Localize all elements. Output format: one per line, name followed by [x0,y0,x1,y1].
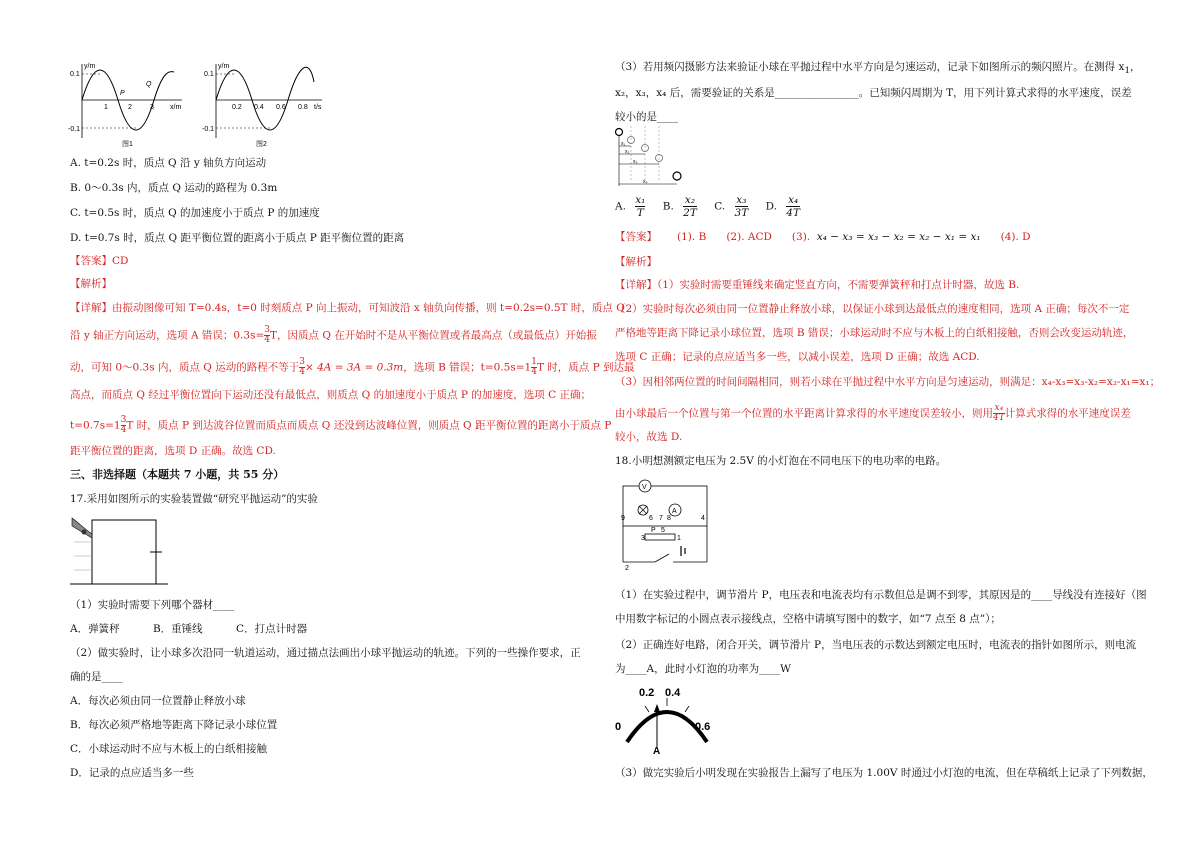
detail17-line-1: 【详解】（1）实验时需要重锤线来确定竖直方向，不需要弹簧秤和打点计时器，故选 B. [615,279,1020,291]
q17-part3-b: x₂，x₃，x₄ 后，需要验证的关系是________________。已知频闪周期为 T，用下列计算式求得的水平速度，误差 [615,87,1132,99]
g1-ymin: -0.1 [68,126,81,133]
q17-part2-option-b: B．每次必须严格地等距离下降记录小球位置 [70,719,278,731]
circuit-n3: 3 [641,535,645,542]
q18-part2-a: （2）正确连好电路，闭合开关，调节滑片 P，当电压表的示数达到额定电压时，电流表的指针如图所示，则电流 [615,639,1137,651]
q17-part2-option-d: D．记录的点应适当多一些 [70,767,194,779]
q17-part2-a: （2）做实验时，让小球多次沿同一轨道运动，通过描点法画出小球平抛运动的轨迹。下列的一些操作要求，正 [70,647,581,659]
detail-line-1: 【详解】由振动图像可知 T=0.4s，t=0 时刻质点 P 向上振动，可知波沿 x 轴负向传播，则 t=0.2s=0.5T 时，质点 Q [70,302,625,314]
g2-x3: 0.6 [276,104,286,111]
detail-line-5: t=0.7s=1 $\frac{3}{4}$ T 时，质点 P 到达波谷位置而质点而质点 Q 还没到达波峰位置，则质点 Q 距平衡位置的距离小于质点 P [70,415,612,435]
circuit-n8: 8 [667,515,671,522]
circuit-n5: 5 [661,527,665,534]
g2-x2: 0.4 [254,104,264,111]
detail-line-4: 高点，而质点 Q 经过平衡位置向下运动还没有最低点，则质点 Q 的加速度小于质点 P 的加速度，选项 C 正确； [70,389,592,401]
circuit-n1: 1 [677,535,681,542]
circuit-p: P [651,527,656,534]
g1-q: Q [146,81,152,88]
option-d: D. t=0.7s 时，质点 Q 距平衡位置的距离小于质点 P 距平衡位置的距离 [70,232,405,244]
detail-line-2: 沿 y 轴正方向运动，选项 A 错误；0.3s= $\frac{3}{4}$ T，因质点 Q 在开始时不是从平衡位置或者最高点（或最低点）开始振 [70,325,597,345]
wave-graph-1 [70,62,185,150]
g2-x1: 0.2 [232,104,242,111]
q17-part3-a: （3）若用频闪摄影方法来验证小球在平抛过程中水平方向是匀速运动，记录下如图所示的频闪照片。在测得 $x_1$， [615,61,1141,77]
q17-part3-options: A. $\frac{\text{x₁}}{T}$ B. $\frac{\text{x₂}}{2T}$ C. $\frac{\text{x₃}}{3T}$ D. $\frac{\text{x₄}}{4T}$ [615,194,800,219]
flash-x4: x₄ [643,179,648,185]
detail17-line-5: （3）因相邻两位置的时间间隔相同，则若小球在平抛过程中水平方向是匀速运动，则满足：x₄-x₃=x₃-x₂=x₂-x₁=x₁； [615,376,1161,388]
g1-x3: 3 [150,104,154,111]
circuit-n6: 6 [649,515,653,522]
g1-ymax: 0.1 [70,71,80,78]
q17-part1: （1）实验时需要下列哪个器材____ [70,599,235,611]
meter-unit: A [653,746,661,757]
flash-photo-figure [615,126,689,188]
detail17-line-7: 较小，故选 D. [615,431,683,443]
meter-t3: 0.6 [695,721,711,733]
q18-stem: 18.小明想测额定电压为 2.5V 的小灯泡在不同电压下的电功率的电路。 [615,455,947,467]
q18-part3: （3）做完实验后小明发现在实验报告上漏写了电压为 1.00V 时通过小灯泡的电流，但在草稿纸上记录了下列数据， [615,767,1153,779]
g1-x2: 2 [128,104,132,111]
circuit-n2: 2 [625,565,629,572]
detail17-line-3: 严格地等距离下降记录小球位置，选项 B 错误；小球运动时不应与木板上的白纸相接触，否则会改变运动轨迹， [615,327,1134,339]
g2-caption: 图2 [256,141,267,148]
q18-part2-b: 为____A，此时小灯泡的功率为____W [615,663,791,675]
option-c: C. t=0.5s 时，质点 Q 的加速度小于质点 P 的加速度 [70,207,320,219]
wave-graph-2 [204,62,324,150]
meter-t1: 0.2 [639,687,655,699]
detail17-line-2: （2）实验时每次必须由同一位置静止释放小球，以保证小球到达最低点的速度相同，选项 A 正确；每次不一定 [615,303,1130,315]
analysis-16: 【解析】 [70,278,112,290]
q17-part1-options: A．弹簧秤 B．重锤线 C．打点计时器 [70,623,308,635]
detail-line-3: 动，可知 0～0.3s 内，质点 Q 运动的路程不等于 $\frac{3}{4}$ × 4A = 3A = 0.3m，选项 B 错误；t=0.5s=1 $\frac{1}{4}$ T 时，质点 P 到达最 [70,357,635,377]
g1-xunit: x/m [170,104,182,111]
g2-ymin: -0.1 [202,126,215,133]
section-heading: 三、非选择题（本题共 7 小题，共 55 分） [70,468,285,481]
flash-x1: x₁ [621,141,626,147]
answer-17: 【答案】 (1). B (2). ACD (3). x₄ − x₃ = x₃ − x₂ = x₂ − x₁ = x₁ (4). D [615,231,1031,243]
circuit-n4: 4 [701,515,705,522]
circuit-v: V [642,484,647,491]
option-a: A. t=0.2s 时，质点 Q 沿 y 轴负方向运动 [70,157,267,169]
circuit-a: A [672,508,677,515]
q18-part1-b: 中用数字标记的小圆点表示接线点，空格中请填写图中的数字，如“7 点至 8 点”）； [615,613,1001,625]
g1-x1: 1 [104,104,108,111]
circuit-n7: 7 [659,515,663,522]
circuit-figure [615,474,719,574]
flash-x3: x₃ [633,159,638,165]
meter-t0: 0 [615,721,622,733]
detail-line-6: 距平衡位置的距离，选项 D 正确。故选 CD. [70,445,276,457]
option-b-label: B. [662,200,674,213]
g1-p: P [120,90,125,97]
q17-stem: 17.采用如图所示的实验装置做“研究平抛运动”的实验 [70,493,318,505]
answer-16: 【答案】CD [70,255,129,267]
meter-t2: 0.4 [665,687,681,699]
g2-x4: 0.8 [298,104,308,111]
apparatus-figure [70,512,170,588]
q17-part2-option-a: A．每次必须由同一位置静止释放小球 [70,695,246,707]
g1-caption: 图1 [122,141,133,148]
ammeter-figure [615,684,719,756]
q18-part1-a: （1）在实验过程中，调节滑片 P，电压表和电流表均有示数但总是调不到零，其原因是的____导线没有连接好（图 [615,589,1147,601]
q17-part2-b: 确的是____ [70,671,123,683]
fraction-3-4: $\frac{3}{4}$ [264,325,270,345]
detail17-line-4: 选项 C 正确；记录的点应适当多一些，以减小误差，选项 D 正确；故选 ACD. [615,351,980,363]
g2-yunit: y/m [218,63,230,70]
q17-part3-c: 较小的是____ [615,111,678,123]
g2-xunit: t/s [314,104,322,111]
option-c-label: C. [714,200,726,213]
q17-part2-option-c: C．小球运动时不应与木板上的白纸相接触 [70,743,268,755]
option-a-label: A. [615,200,626,213]
option-b: B. 0～0.3s 内，质点 Q 运动的路程为 0.3m [70,182,278,194]
detail17-line-6: 由小球最后一个位置与第一个位置的水平距离计算求得的水平速度误差较小，则用 $\frac{\text{x₄}}{4T}$ 计算式求得的水平速度误差 [615,403,1131,423]
flash-x2: x₂ [625,149,630,155]
option-d-label: D. [765,200,777,213]
g1-yunit: y/m [84,63,96,70]
circuit-n9: 9 [621,515,625,522]
g2-ymax: 0.1 [204,71,214,78]
analysis-17: 【解析】 [615,256,657,268]
